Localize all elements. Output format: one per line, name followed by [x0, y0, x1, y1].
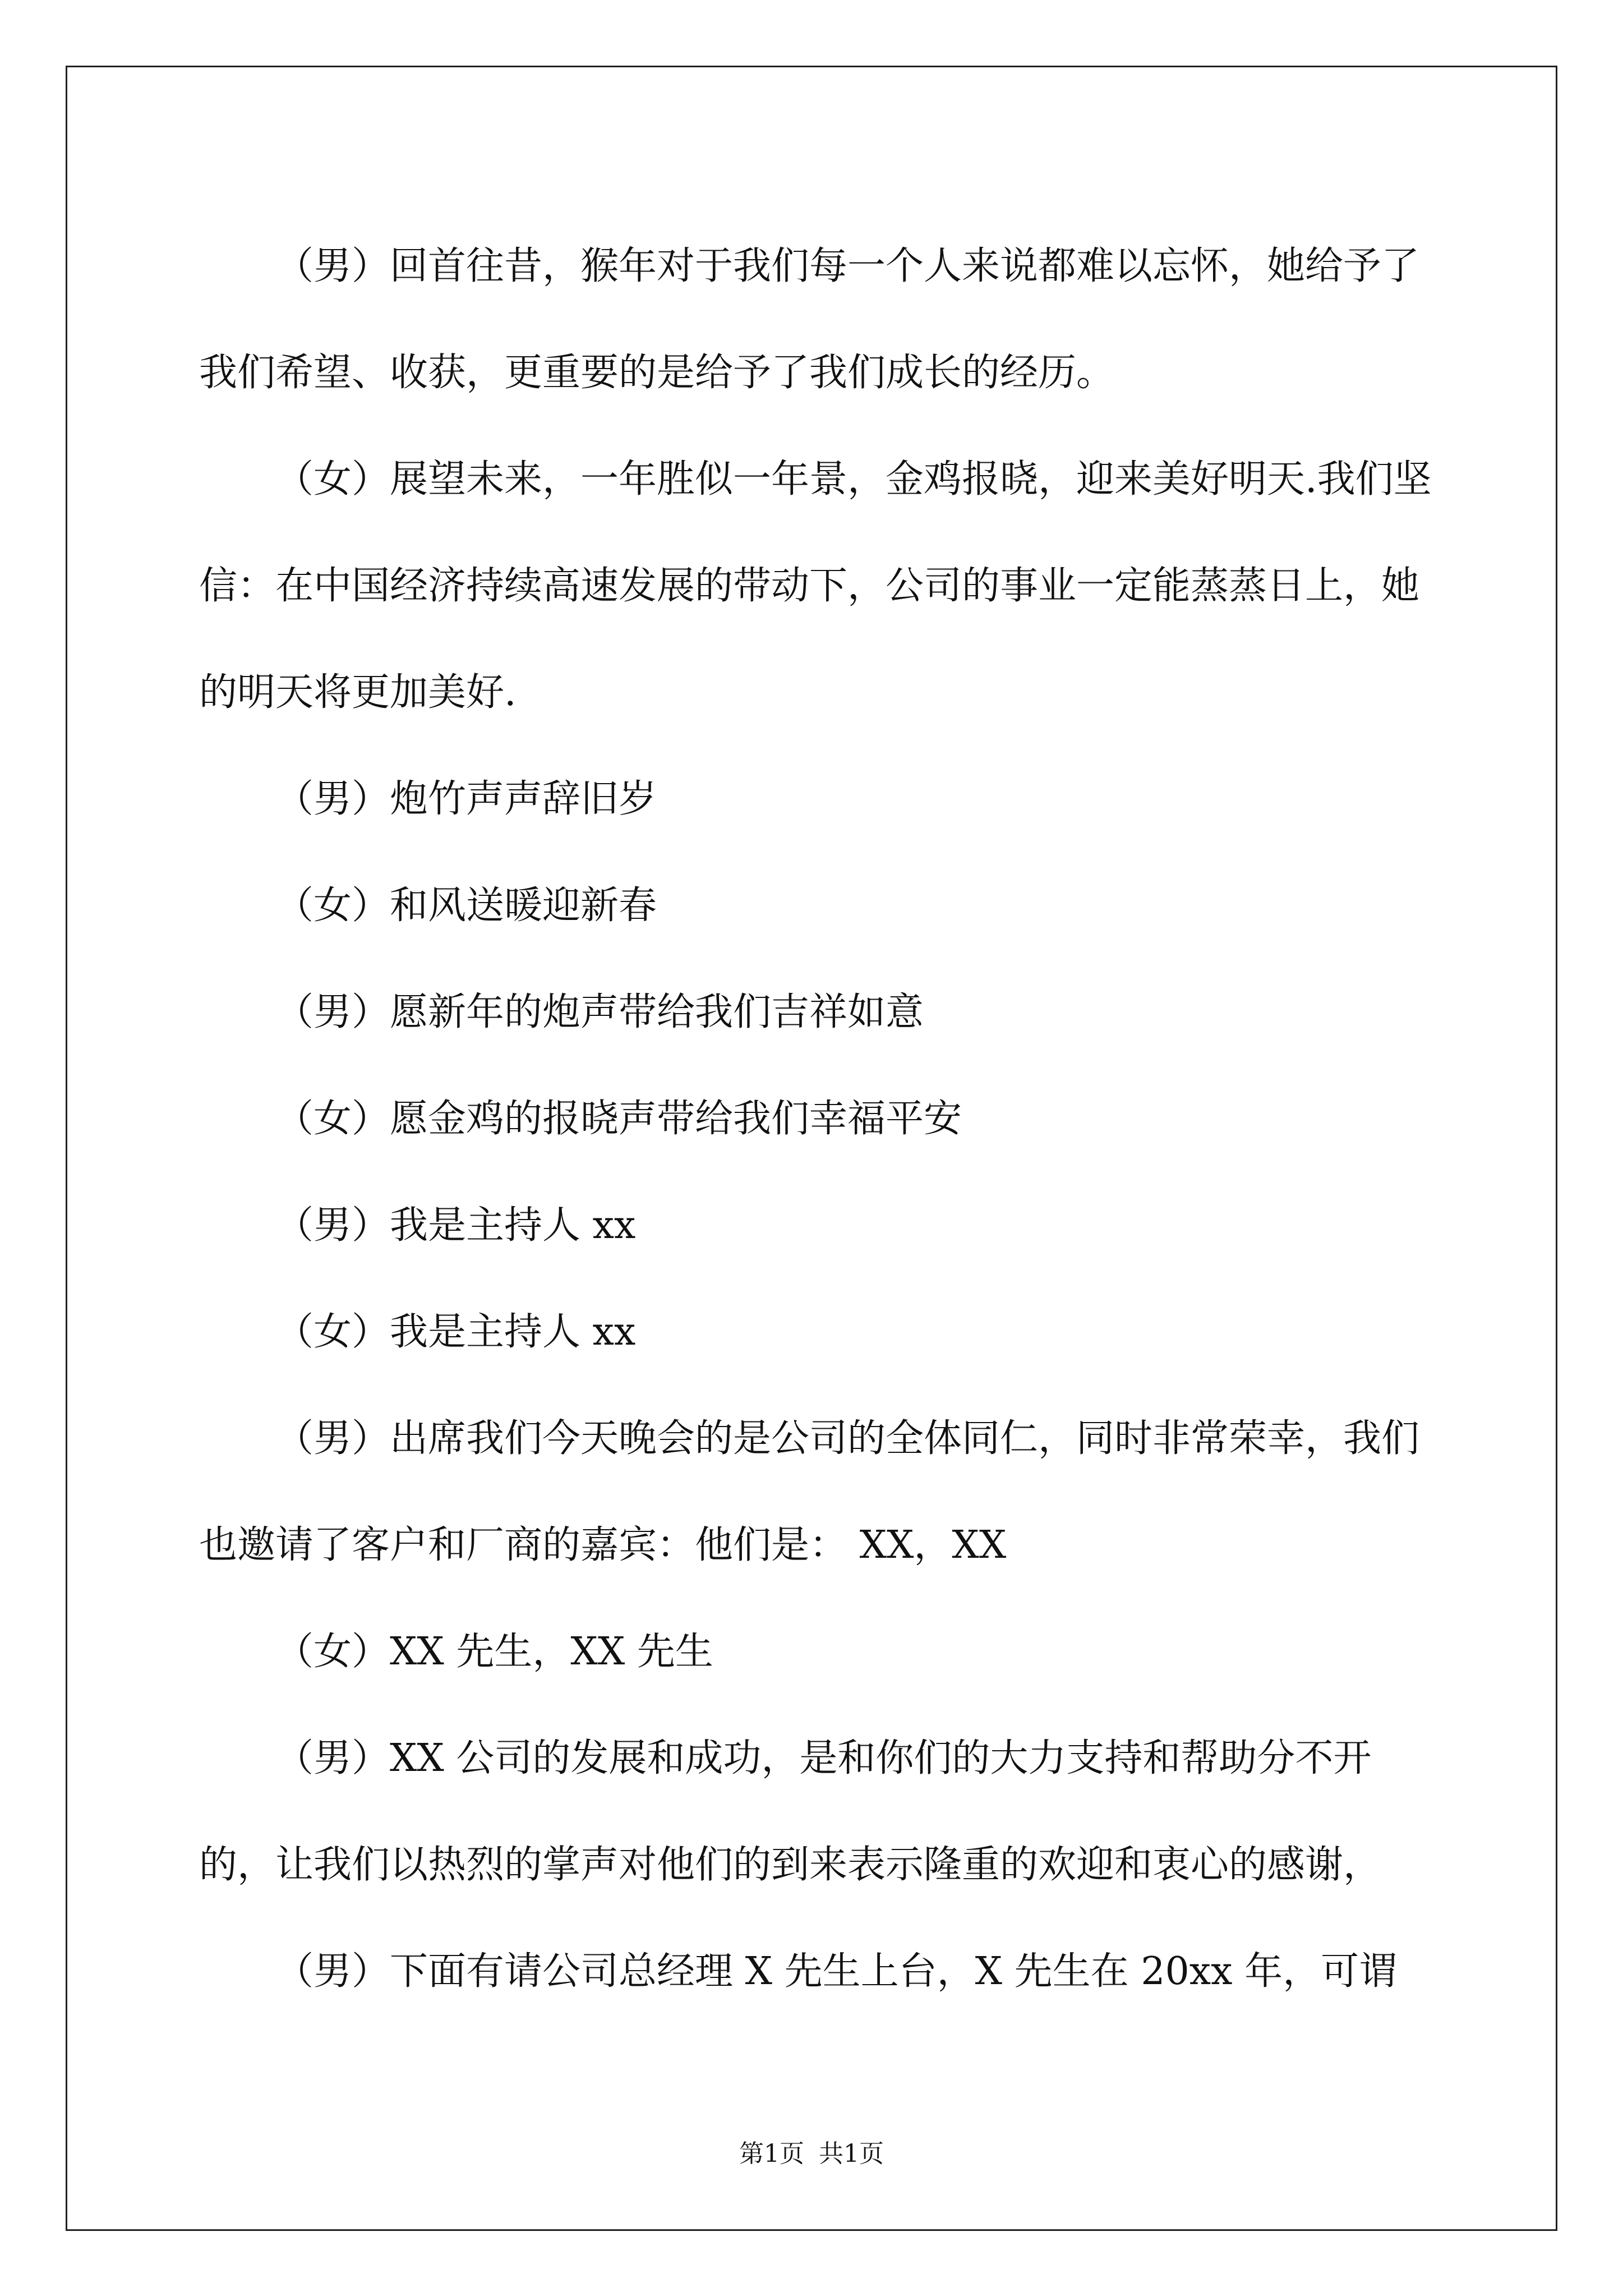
document-body — [199, 213, 1433, 2025]
paragraph: （男）炮竹声声辞旧岁 — [275, 777, 657, 821]
page-footer — [0, 2137, 1623, 2171]
paragraph: （男）我是主持人 xx — [275, 1203, 636, 1248]
page-total: 共1页 — [819, 2139, 884, 2168]
paragraph: （女）展望未来，一年胜似一年景，金鸡报晓，迎来美好明天.我们坚信：在中国经济持续高速发展的带动下，公司的事业一定能蒸蒸日上，她的明天将更加美好. — [199, 457, 1432, 715]
paragraph: （男）出席我们今天晚会的是公司的全体同仁，同时非常荣幸，我们也邀请了客户和厂商的嘉宾：他们是： XX，XX — [199, 1416, 1420, 1567]
paragraph: （女）我是主持人 xx — [275, 1310, 636, 1354]
paragraph: （女）XX 先生，XX 先生 — [275, 1630, 713, 1674]
paragraph: （男）回首往昔，猴年对于我们每一个人来说都难以忘怀，她给予了我们希望、收获，更重要的是给予了我们成长的经历。 — [199, 244, 1420, 395]
paragraph: （男）愿新年的炮声带给我们吉祥如意 — [275, 990, 924, 1034]
paragraph: （女）和风送暖迎新春 — [275, 884, 657, 928]
paragraph: （男）XX 公司的发展和成功，是和你们的大力支持和帮助分不开的，让我们以热烈的掌声对他们的到来表示隆重的欢迎和衷心的感谢， — [199, 1736, 1382, 1887]
paragraph: （女）愿金鸡的报晓声带给我们幸福平安 — [275, 1097, 962, 1141]
page-number: 第1页 — [739, 2139, 804, 2168]
paragraph: （男）下面有请公司总经理 X 先生上台，X 先生在 20xx 年，可谓 — [275, 1949, 1398, 1994]
